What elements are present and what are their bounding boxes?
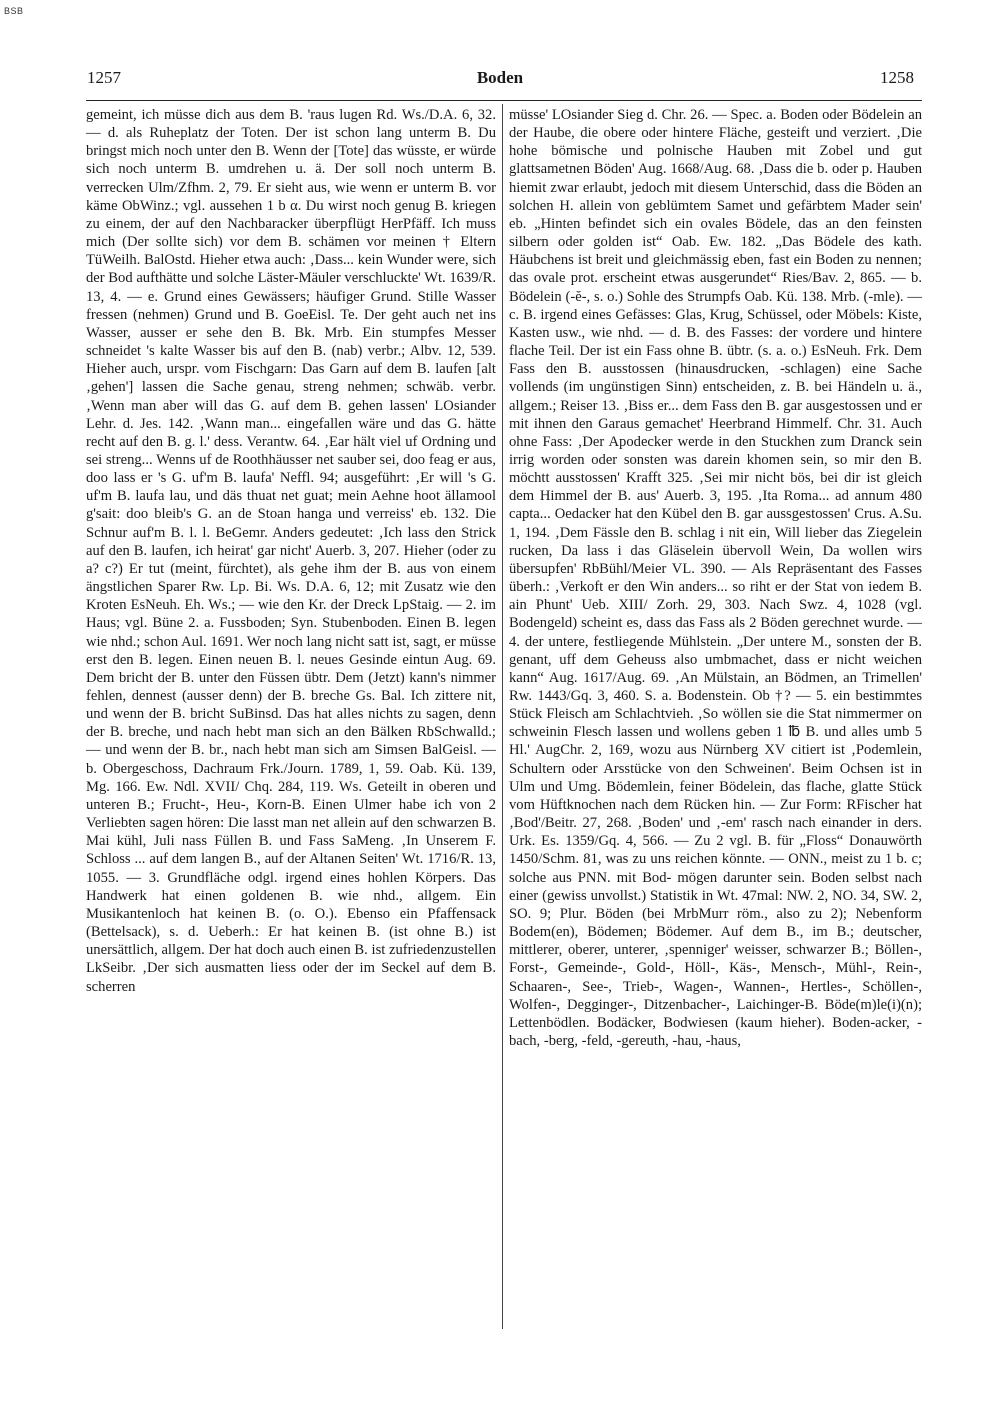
page-number-left: 1257 bbox=[87, 68, 121, 87]
running-head-title: Boden bbox=[476, 68, 524, 87]
text-column-left: gemeint, ich müsse dich aus dem B. 'raus lugen Rd. Ws./D.A. 6, 32. — d. als Ruheplatz der Toten. Der ist schon lang unterm B. Du bringst mich noch unter den B. Wenn der [Tote] das wüsste, er würde sich noch unterm B. umdrehen u. ä. Der soll noch unterm B. verrecken Ulm/Zfhm. 2, 79. Er sieht aus, wie wenn er unterm B. vor käme ObWinz.; vgl. aussehen 1 b α. Du wirst noch genug B. kriegen zu einem, der auf den Nachbaracker überpflügt HerPfäff. Ich muss mich (Der sollte sich) vor dem B. schämen vor meinen † Eltern TüWeilh. BalOstd. Hieher etwa auch: ‚Dass... kein Wunder were, sich der Bod aufthätte und solche Läster-Mäuler verschluckte' Wt. 1639/R. 13, 4. — e. Grund eines Gewässers; häufiger Grund. Stille Wasser fressen (nehmen) Grund und B. GoeEisl. Te. Der geht auch net ins Wasser, ausser er sehe den B. Bk. Mrb. Ein stumpfes Messer schneidet 's kalte Wasser bis auf den B. (nab) verbr.; Albv. 12, 539. Hieher auch, urspr. vom Fischgarn: Das Garn auf dem B. laufen [alt ‚gehen'] lassen die Sache genau, streng nehmen; schwäb. verbr. ‚Wenn man aber will das G. auf dem B. gehen lassen' LOsiander Lehr. d. Jes. 142. ‚Wann man... eingefallen wäre und das G. hätte recht auf den B. g. l.' dess. Verantw. 64. ‚Ear hält viel uf Ordning und sei streng... Wenns uf de Roothhäusser net sauber sei, doo feag er aus, doo lass er 's G. uf'm B. laufa' Neffl. 94; ausgeführt: ‚Er will 's G. uf'm B. laufa lau, und däs thuat net guat; mein Aehne hoot ällamool g'sait: doo bleib's G. an de Stoan hanga und verreiss' eb. 132. Die Schnur auf'm B. l. l. BeGemr. Anders gedeutet: ‚Ich lass den Strick auf den B. laufen, ich heirat' gar nicht' Auerb. 3, 207. Hieher (oder zu a? c?) Er tut (meint, fürchtet), als gehe ihm der B. aus von einem ängstlichen Sparer Rw. Lp. Bi. Ws. D.A. 6, 12; mit Zusatz wie den Kroten EsNeuh. Eh. Ws.; — wie den Kr. der Dreck LpStaig. — 2. im Haus; vgl. Büne 2. a. Fussboden; Syn. Stubenboden. Einen B. legen wie nhd.; schon Aul. 1691. Wer noch lang nicht satt ist, sagt, er müsse erst den B. legen. Einen neuen B. l. neues Gesinde eintun Aug. 69. Dem bricht der B. unter den Füssen übtr. Dem (Jetzt) kann's nimmer fehlen, dennest (ausser denn) der B. breche Gs. Bal. Ich zittere nit, und wenn der B. bricht SuBinsd. Das hat alles nichts zu sagen, denn der B. breche, und nach hebt man sich an den Bälken RbSchwalld.; — und wenn der B. br., nach hebt man sich am Simsen BalGeisl. — b. Obergeschoss, Dachraum Frk./Journ. 1789, 1, 59. Oab. Kü. 139, Mg. 166. Ew. Ndl. XVII/ Chq. 284, 119. Ws. Geteilt in oberen und unteren B.; Frucht-, Heu-, Korn-B. Einen Ulmer habe ich von 2 Verliebten sagen hören: Die lasst man net allein auf den schwarzen B. Mai kühl, Juli nass Füllen B. und Fass SaMeng. ‚In Unserem F. Schloss ... auf dem langen B., auf der Altanen Seiten' Wt. 1716/R. 13, 1055. — 3. Grundfläche odgl. irgend eines hohlen Körpers. Das Handwerk hat einen goldenen B. wie nhd., allgem. Ein Musikantenloch hat keinen B. (o. O.). Ebenso ein Pfaffensack (Bettelsack), s. d. Ueberh.: Er hat keinen B. (ist ohne B.) ist unersättlich, allgem. Der hat doch auch einen B. ist zufriedenzustellen LkSeibr. ‚Der sich ausmatten liess oder der im Seckel auf dem B. scherren bbox=[86, 107, 496, 995]
page-number-right: 1258 bbox=[880, 68, 914, 87]
column-divider bbox=[502, 104, 503, 1329]
header-rule bbox=[86, 100, 922, 101]
library-stamp: BSB bbox=[4, 6, 24, 16]
text-column-right: müsse' LOsiander Sieg d. Chr. 26. — Spec. a. Boden oder Bödelein an der Haube, die obere oder hintere Fläche, gesteift und verziert. ‚Die hohe bömische und polnische Hauben mit Zobel und gut glattsametnen Böden' Aug. 1668/Aug. 68. ‚Dass die b. oder p. Hauben hiemit zwar erlaubt, jedoch mit diesem Unterschid, dass die Böden an solchen H. allein von geblümtem Samet und gefärbtem Mader sein' eb. „Hinten befindet sich ein ovales Bödele, das an den feinsten silbern oder golden ist“ Oab. Ew. 182. „Das Bödele des kath. Häubchens ist breit und gleichmässig eben, fast ein Boden zu nennen; das ovale prot. erscheint etwas ausgerundet“ Ries/Bav. 2, 865. — b. Bödelein (-ĕ-, s. o.) Sohle des Strumpfs Oab. Kü. 138. Mrb. (-mle). — c. B. irgend eines Gefässes: Glas, Krug, Schüssel, oder Möbels: Kiste, Kasten usw., wie nhd. — d. B. des Fasses: der vordere und hintere flache Teil. Der ist ein Fass ohne B. übtr. (s. a. o.) EsNeuh. Frk. Dem Fass den B. ausstossen (hinausdrucken, -schlagen) eine Sache vollends (im ungünstigen Sinn) entscheiden, z. B. bei Händeln u. ä., allgem.; Reiser 13. ‚Biss er... dem Fass den B. gar ausgestossen und er mit ihnen den Garaus gemachet' Heerbrand Himmelf. Chr. 31. Auch ohne Fass: ‚Der Apodecker werde in den Stuckhen zum Dranck sein irrig worden oder sonsten was darein khomen sein, so mir den B. möchtt ausstossen' Krafft 325. ‚Sei mir nicht bös, bei dir ist gleich dem Himmel der B. aus' Auerb. 3, 195. ‚Ita Roma... ad annum 480 capta... Oedacker hat den Kübel den B. gar aussgestossen' Crus. A.Su. 1, 194. ‚Dem Fässle den B. schlag i nit ein, Will lieber das Ziegelein rucken, Da lass i das Gläselein übervoll Wein, Da wollen wirs übersupfen' RbBühl/Meier VL. 390. — Als Repräsentant des Fasses überh.: ‚Verkoft er den Win anders... so riht er der Stat von iedem B. ain Phunt' Ueb. XIII/ Zorh. 29, 303. Nach Swz. 4, 1028 (vgl. Bodengeld) scheint es, dass das Fass als 2 Böden gerechnet wurde. — 4. der untere, festliegende Mühlstein. „Der untere M., sonsten der B. genant, uff dem Geheuss also umbmachet, dass er nicht weichen kann“ Aug. 1617/Aug. 69. ‚An Mülstain, an Bödmen, an Trimellen' Rw. 1443/Gq. 3, 460. S. a. Bodenstein. Ob †? — 5. ein bestimmtes Stück Fleisch am Schlachtvieh. ‚So wöllen sie die Stat nimmermer on schweinin Flesch lassen und wollens geben 1 ℔ B. und alles umb 5 Hl.' AugChr. 2, 169, wozu aus Nürnberg XV citiert ist ‚Podemlein, Schultern oder Arsstücke von den Schweinen'. Beim Ochsen ist in Ulm und Umg. Bödemlein, feiner Bödelein, das flache, glatte Stück vom Hüftknochen nach dem Rücken hin. — Zur Form: RFischer hat ‚Bod'/Beitr. 27, 268. ‚Boden' und ‚-em' rasch nach einander in ders. Urk. Es. 1359/Gq. 4, 566. — Zu 2 vgl. B. für „Floss“ Donauwörth 1450/Schm. 81, was zu uns reichen könnte. — ONN., meist zu 1 b. c; solche aus PNN. mit Bod- mögen darunter sein. Boden selbst nach einer (gewiss unvollst.) Statistik in Wt. 47mal: NW. 2, NO. 34, SW. 2, SO. 9; Plur. Böden (bei MrbMurr röm., also zu 2); Nebenform Bodem(en), Bödemen; Bödemer. Auf dem B., im B.; deutscher, mittlerer, oberer, unterer, ‚spenniger' weisser, schwarzer B.; Böllen-, Forst-, Gemeinde-, Gold-, Höll-, Käs-, Mensch-, Mühl-, Rein-, Schaaren-, See-, Trieb-, Wagen-, Wannen-, Hertles-, Schöllen-, Wolfen-, Degginger-, Ditzenbacher-, Laichinger-B. Böde(m)le(i)(n); Lettenbödlen. Bodäcker, Bodwiesen (kaum hieher). Boden-acker, -bach, -berg, -feld, -gereuth, -hau, -haus, bbox=[509, 107, 922, 1049]
